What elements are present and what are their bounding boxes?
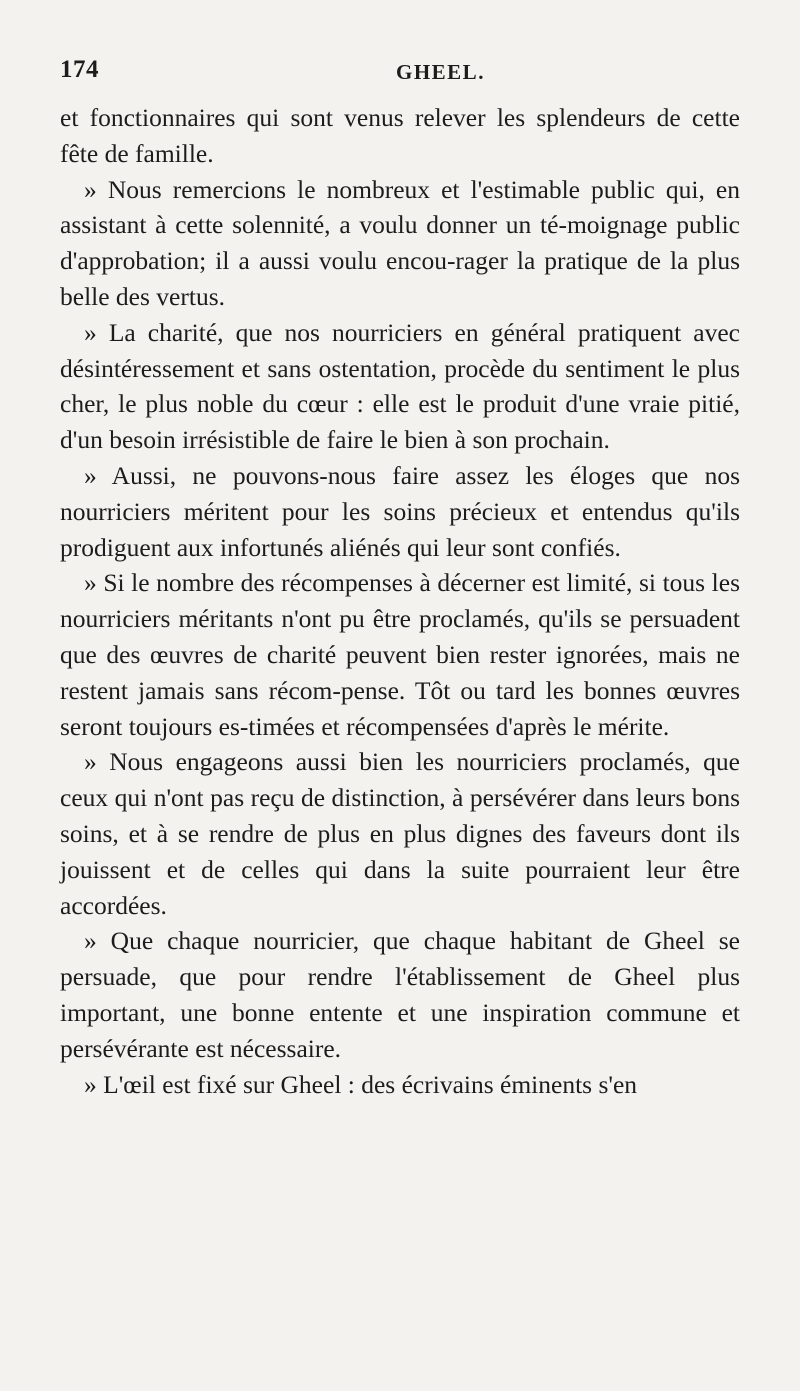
page-header — [60, 56, 740, 86]
paragraph: et fonctionnaires qui sont venus relever les splendeurs de cette fête de famille. — [60, 103, 740, 168]
paragraph: » Aussi, ne pouvons-nous faire assez les éloges que nos nourriciers méritent pour les soins précieux et entendus qu'ils prodiguent aux infortunés aliénés qui leur sont confiés. — [60, 460, 740, 562]
paragraph: » Que chaque nourricier, que chaque habitant de Gheel se persuade, que pour rendre l'établissement de Gheel plus important, une bonne entente et une inspiration commune et persévérante est nécessaire. — [60, 926, 740, 1063]
running-title: GHEEL. — [396, 60, 485, 84]
page-number: 174 — [60, 56, 99, 83]
paragraph: » Nous engageons aussi bien les nourriciers proclamés, que ceux qui n'ont pas reçu de distinction, à persévérer dans leurs bons soins, et à se rendre de plus en plus dignes des faveurs dont ils jouissent et de celles qui dans la suite pourraient leur être accordées. — [60, 747, 740, 920]
paragraph: » Si le nombre des récompenses à décerner est limité, si tous les nourriciers méritants n'ont pu être proclamés, qu'ils se persuadent que des œuvres de charité peuvent bien rester ignorées, mais ne restent jamais sans récom-pense. Tôt ou tard les bonnes œuvres seront toujours es-timées et récompensées d'après le mérite. — [60, 568, 740, 741]
paragraph: » Nous remercions le nombreux et l'estimable public qui, en assistant à cette solennité, a voulu donner un té-moignage public d'approbation; il a aussi voulu encou-rager la pratique de la plus belle des vertus. — [60, 174, 740, 311]
paragraph: » La charité, que nos nourriciers en général pratiquent avec désintéressement et sans ostentation, procède du sentiment le plus cher, le plus noble du cœur : elle est le produit d'une vraie pitié, d'un besoin irrésistible de faire le bien à son prochain. — [60, 317, 740, 455]
body-text — [60, 100, 740, 1102]
paragraph: » L'œil est fixé sur Gheel : des écrivains éminents s'en — [84, 1069, 638, 1099]
